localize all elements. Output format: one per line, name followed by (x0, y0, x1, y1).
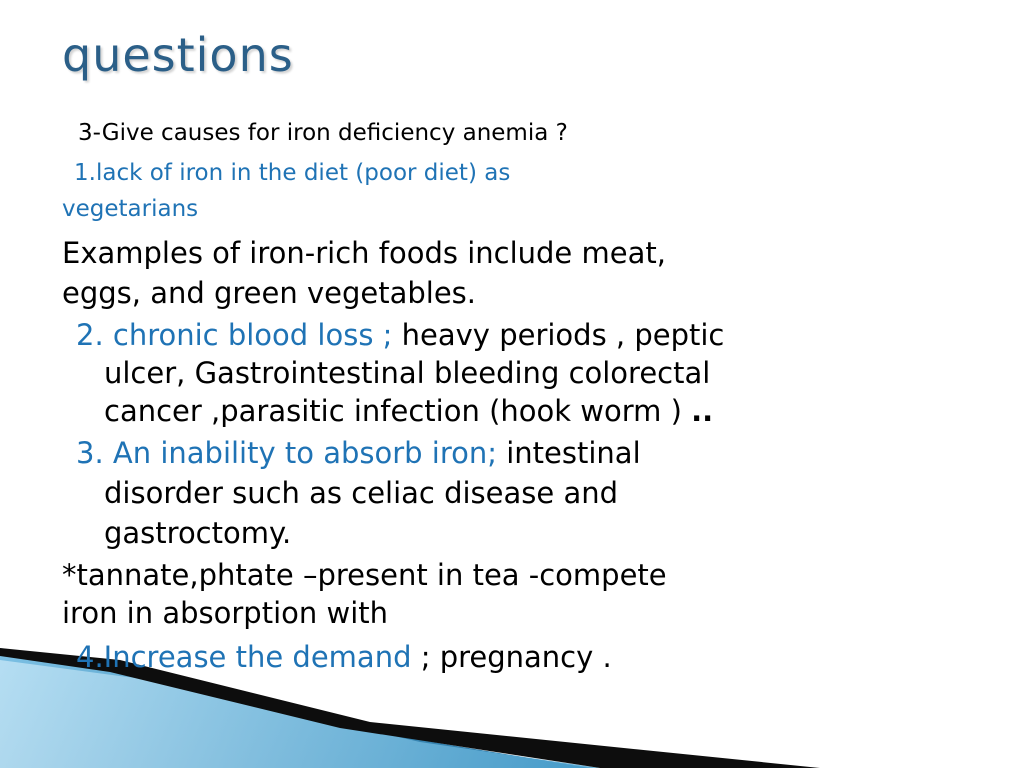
cause-4-text: ; pregnancy . (420, 640, 612, 674)
cause-2-ellipsis: .. (691, 394, 714, 428)
cause-3 (76, 436, 641, 470)
cause-1-text: lack of iron in the diet (poor diet) as (95, 160, 511, 186)
note-line-1: *tannate,phtate –present in tea -compete (62, 558, 667, 592)
question-text: 3-Give causes for iron deficiency anemia ? (78, 120, 568, 146)
cause-1 (74, 160, 510, 186)
cause-4 (76, 640, 612, 674)
cause-2-text: heavy periods , peptic (401, 318, 725, 352)
examples-line-2: eggs, and green vegetables. (62, 276, 476, 310)
cause-2-line-2: ulcer, Gastrointestinal bleeding colorectal (104, 356, 711, 390)
cause-2-label: chronic blood loss ; (112, 318, 402, 352)
cause-1-continued: vegetarians (62, 196, 199, 222)
cause-3-number: 3. (76, 436, 113, 470)
examples-line-1: Examples of iron-rich foods include meat, (62, 236, 666, 270)
cause-3-line-2: disorder such as celiac disease and (104, 476, 618, 510)
cause-2-line-3-text: cancer ,parasitic infection (hook worm ) (104, 394, 692, 428)
cause-2-line-3 (104, 394, 713, 428)
cause-4-label: 4.Increase the demand (76, 640, 421, 674)
slide-title: questions (62, 28, 294, 82)
cause-2 (76, 318, 724, 352)
cause-2-number: 2. (76, 318, 113, 352)
cause-1-number: 1. (74, 160, 96, 186)
note-line-2: iron in absorption with (62, 596, 388, 630)
cause-3-label: An inability to absorb iron; (112, 436, 507, 470)
cause-3-text: intestinal (506, 436, 641, 470)
cause-3-line-3: gastroctomy. (104, 516, 292, 550)
